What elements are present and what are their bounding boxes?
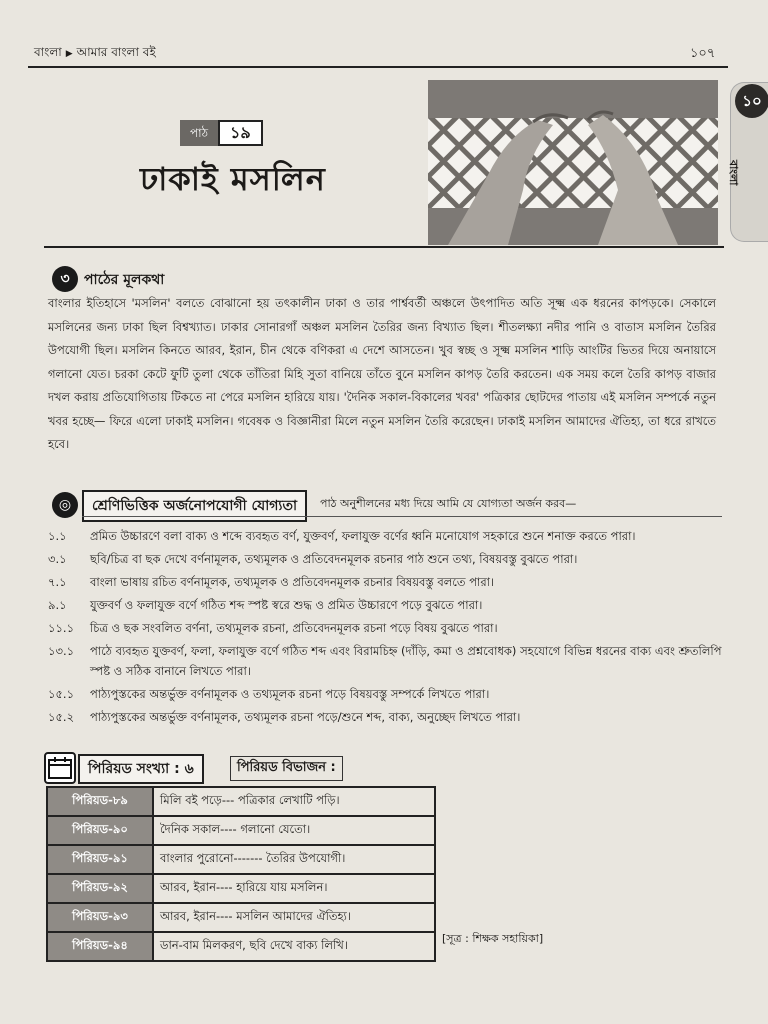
target-icon: ◎: [52, 492, 78, 518]
competency-item: [48, 707, 728, 727]
period-topic: ডান-বাম মিলকরণ, ছবি দেখে বাক্য লিখি।: [153, 932, 435, 961]
lesson-badge: [180, 120, 263, 146]
calendar-icon: [44, 752, 76, 784]
period-code: পিরিয়ড-৯০: [47, 816, 153, 845]
period-code: পিরিয়ড-৯১: [47, 845, 153, 874]
table-row: [47, 874, 435, 903]
competency-code: ৩.১: [48, 552, 67, 566]
period-topic: বাংলার পুরোনো------- তৈরির উপযোগী।: [153, 845, 435, 874]
competency-item: [48, 618, 728, 638]
period-count: পিরিয়ড সংখ্যা : ৬: [78, 754, 204, 784]
competency-code: ১৩.১: [48, 644, 75, 658]
thumb-tab-number: ১০: [735, 84, 768, 118]
table-row: [47, 787, 435, 816]
table-row: [47, 845, 435, 874]
competency-code: ১১.১: [48, 621, 75, 635]
table-row: [47, 903, 435, 932]
source-note: [সূত্র : শিক্ষক সহায়িকা]: [442, 932, 544, 945]
competency-code: ৯.১: [48, 598, 67, 612]
competency-item: [48, 526, 728, 546]
competency-item: [48, 572, 728, 592]
period-topic: মিলি বই পড়ে--- পত্রিকার লেখাটি পড়ি।: [153, 787, 435, 816]
competency-item: [48, 595, 728, 615]
competency-text: চিত্র ও ছক সংবলিত বর্ণনা, তথ্যমূলক রচনা, প্রতিবেদনমূলক রচনা পড়ে বিষয় বুঝতে পারা।: [90, 621, 498, 635]
lesson-label: পাঠ: [180, 120, 218, 146]
period-table: [46, 786, 436, 962]
period-topic: আরব, ইরান---- মসলিন আমাদের ঐতিহ্য।: [153, 903, 435, 932]
summary-section-icon: ৩: [52, 266, 78, 292]
competency-code: ১.১: [48, 529, 67, 543]
competency-text: পাঠে ব্যবহৃত যুক্তবর্ণ, ফলা, ফলাযুক্ত বর্ণে গঠিত শব্দ এবং বিরামচিহ্ন (দাঁড়ি, কমা ও প্রশ্নবোধক) সহযোগে বিভিন্ন ধরনের বাক্য এবং শ্রুতলিপি স্পষ্ট ও সঠিক বানানে লিখতে পারা।: [90, 644, 722, 678]
thumb-tab-label: বাংলা: [727, 160, 740, 186]
title-divider: [44, 246, 724, 248]
competency-text: যুক্তবর্ণ ও ফলাযুক্ত বর্ণে গঠিত শব্দ স্পষ্ট স্বরে শুদ্ধ ও প্রমিত উচ্চারণে পড়ে বুঝতে পারা।: [90, 598, 483, 612]
period-code: পিরিয়ড-৮৯: [47, 787, 153, 816]
period-code: পিরিয়ড-৯৩: [47, 903, 153, 932]
table-row: [47, 816, 435, 845]
competency-item: [48, 641, 728, 681]
competency-text: প্রমিত উচ্চারণে বলা বাক্য ও শব্দে ব্যবহৃত বর্ণ, যুক্তবর্ণ, ফলাযুক্ত বর্ণের ধ্বনি মনোযোগ সহকারে শুনে শনাক্ত করতে পারা।: [90, 529, 636, 543]
summary-heading: পাঠের মূলকথা: [84, 272, 165, 288]
muslin-hands-photo: [428, 80, 718, 245]
summary-paragraph: বাংলার ইতিহাসে 'মসলিন' বলতে বোঝানো হয় তৎকালীন ঢাকা ও তার পার্শ্ববর্তী অঞ্চলে উৎপাদিত অতি সূক্ষ্ম এক ধরনের কাপড়কে। সেকালে মসলিনের জন্য ঢাকা ছিল বিশ্বখ্যাত। ঢাকার সোনারগাঁ অঞ্চল মসলিন তৈরির জন্য বিখ্যাত ছিল। শীতলক্ষ্যা নদীর পানি ও বাতাস মসলিন তৈরির উপযোগী ছিল। মসলিন কিনতে আরব, ইরান, চীন থেকে বণিকরা এ দেশে আসতেন। খুব স্বচ্ছ ও সূক্ষ্ম মসলিন শাড়ি আংটির ভিতর দিয়ে অনায়াসে গলানো যেত। চরকা কেটে ফুটি তুলা থেকে তাঁতিরা মিহি সুতা বানিয়ে তাঁতে বুনে মসলিন কাপড় তৈরি করতেন। এক সময় কলে তৈরি কাপড় বাজার দখল করায় প্রতিযোগিতায় টিকতে না পেরে মসলিন হারিয়ে যায়। 'দৈনিক সকাল-বিকালের খবর' পত্রিকার ছোটদের পাতায় এই মসলিন সম্পর্কে নতুন খবর হচ্ছে— ফিরে এলো ঢাকাই মসলিন। গবেষক ও বিজ্ঞানীরা মিলে নতুন মসলিন তৈরি করেছেন। ঢাকাই মসলিন আমাদের ঐতিহ্য, তা ধরে রাখতে হবে।: [48, 296, 716, 451]
competency-text: বাংলা ভাষায় রচিত বর্ণনামূলক, তথ্যমূলক ও প্রতিবেদনমূলক রচনার বিষয়বস্তু বলতে পারা।: [90, 575, 495, 589]
competency-item: [48, 684, 728, 704]
competency-code: ১৫.১: [48, 687, 75, 701]
breadcrumb: [34, 44, 156, 64]
period-code: পিরিয়ড-৯২: [47, 874, 153, 903]
competency-code: ৭.১: [48, 575, 67, 589]
period-division-label: পিরিয়ড বিভাজন :: [230, 756, 343, 781]
competency-text: পাঠ্যপুস্তকের অন্তর্ভুক্ত বর্ণনামূলক ও তথ্যমূলক রচনা পড়ে বিষয়বস্তু সম্পর্কে লিখতে পারা।: [90, 687, 490, 701]
breadcrumb-book: আমার বাংলা বই: [76, 45, 156, 59]
period-code: পিরিয়ড-৯৪: [47, 932, 153, 961]
header-divider: [28, 66, 728, 68]
competency-text: ছবি/চিত্র বা ছক দেখে বর্ণনামূলক, তথ্যমূলক ও প্রতিবেদনমূলক রচনার পাঠ শুনে তথ্য, বিষয়বস্তু বুঝতে পারা।: [90, 552, 578, 566]
page-number: ১০৭: [690, 46, 716, 61]
competency-divider: [82, 516, 722, 517]
lesson-number: ১৯: [218, 120, 263, 146]
competency-item: [48, 549, 728, 569]
competency-code: ১৫.২: [48, 710, 75, 724]
competency-text: পাঠ্যপুস্তকের অন্তর্ভুক্ত বর্ণনামূলক, তথ্যমূলক রচনা পড়ে/শুনে শব্দ, বাক্য, অনুচ্ছেদ লিখতে পারা।: [90, 710, 521, 724]
breadcrumb-arrow-icon: ▶: [65, 49, 73, 59]
period-topic: আরব, ইরান---- হারিয়ে যায় মসলিন।: [153, 874, 435, 903]
table-row: [47, 932, 435, 961]
breadcrumb-subject: বাংলা: [34, 45, 62, 59]
competency-heading: শ্রেণিভিত্তিক অর্জনোপযোগী যোগ্যতা: [82, 490, 307, 522]
period-topic: দৈনিক সকাল---- গলানো যেতো।: [153, 816, 435, 845]
competency-subheading: পাঠ অনুশীলনের মধ্য দিয়ে আমি যে যোগ্যতা অর্জন করব—: [320, 497, 577, 510]
lesson-title: ঢাকাই মসলিন: [140, 160, 326, 198]
